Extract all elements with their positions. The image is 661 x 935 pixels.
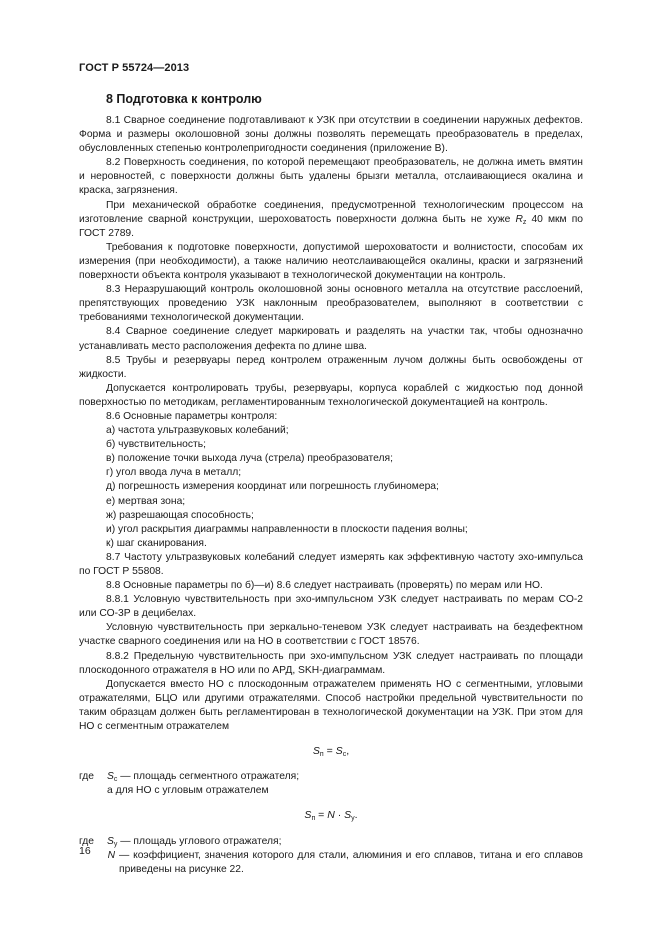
formula-subscript: п [311,815,316,823]
paragraph-8-5: 8.5 Трубы и резервуары перед контролем отраженным лучом должны быть освобождены от жидкости. [79,354,583,380]
document-body [79,114,583,877]
formula-subscript: с [342,751,347,759]
section-title: 8 Подготовка к контролю [106,92,262,106]
list-item: к) шаг сканирования. [106,537,207,549]
paragraph-8-8: 8.8 Основные параметры по б)—и) 8.6 следует настраивать (проверять) по мерам или НО. [106,580,543,592]
where-definition-n [79,849,583,877]
where-symbol: S [107,771,114,783]
where-text: — коэффициент, значения которого для стали, алюминия и его сплавов, титана и его сплавов приведены на рисунке 22. [119,849,583,875]
formula-segment [79,744,583,758]
where-word: где [79,835,95,847]
paragraph-8-3: 8.3 Неразрушающий контроль околошовной зоны основного металла на отсутствие расслоений, препятствующих проведению УЗК наклонным преобразователем, выполняют в соответствии с требованиями технологической документации. [79,284,583,324]
where-definition [107,835,583,849]
list-item: г) угол ввода луча в металл; [106,467,242,479]
formula-symbol: S [344,809,352,822]
list-item: д) погрешность измерения координат или погрешность глубиномера; [106,481,439,493]
list-item: е) мертвая зона; [106,495,186,507]
formula-punct: . [354,809,358,822]
where-symbol: S [107,835,114,847]
formula-operator: · [334,809,345,822]
formula-symbol: S [312,745,320,758]
page-number: 16 [79,845,91,857]
paragraph-surface-requirements: Требования к подготовке поверхности, допустимой шероховатости и волнистости, способам их измерения (при необходимости), а также наличию неотслаивающейся окалины, краски и загрязнений поверхности объекта контроля указывают в технологической документации на контроль. [79,241,583,282]
where-word: где [79,771,95,783]
list-item: ж) разрешающая способность; [106,509,254,521]
list-item: и) угол раскрытия диаграммы направленности в плоскости падения волны; [106,523,468,535]
paragraph-8-6: 8.6 Основные параметры контроля: [106,410,278,422]
where-text: — площадь сегментного отражателя; [117,771,300,783]
paragraph-8-8-1: 8.8.1 Условную чувствительность при эхо-импульсном УЗК следует настраивать по мерам СО-2 или СО-3Р в децибелах. [79,594,583,620]
paragraph-8-8-2: 8.8.2 Предельную чувствительность при эхо-импульсном УЗК следует настраивать по площади плоскодонного отражателя в НО или по АРД, SKH-диаграммам. [79,650,583,676]
roughness-text-a: При механической обработке соединения, предусмотренной технологическим процессом на изготовление сварной конструкции, шероховатость поверхности должна быть не хуже [79,199,583,225]
formula-punct: , [346,745,350,758]
where-subscript: с [113,776,118,784]
list-item: а) частота ультразвуковых колебаний; [106,425,289,437]
paragraph-8-2: 8.2 Поверхность соединения, по которой перемещают преобразователь, не должна иметь вмятин и неровностей, с поверхности должны быть удалены брызги металла, отслаивающиеся окалина и краска, загрязнения. [79,157,583,197]
roughness-text-b: 40 мкм по ГОСТ 2789. [79,213,583,239]
paragraph-alt-reflectors: Допускается вместо НО с плоскодонным отражателем применять НО с сегментными, угловыми отражателями, БЦО или другими отражателями. Способ настройки предельной чувствительности по таким образцам должен быть регламентирован в технологической документации на УЗК. При этом для НО с сегментным отражателем [79,678,583,733]
formula-subscript: п [319,751,324,759]
roughness-symbol: R [515,213,523,225]
where-subscript: у [113,840,118,848]
formula-symbol: S [304,809,312,822]
formula-subscript: у [351,815,355,823]
list-item: в) положение точки выхода луча (стрела) преобразователя; [106,453,393,465]
paragraph-8-7: 8.7 Частоту ультразвуковых колебаний следует измерять как эффективную частоту эхо-импульса по ГОСТ Р 55808. [79,551,583,577]
formula-operator: = [315,809,328,822]
where-definition [107,770,583,784]
formula-symbol: S [335,745,343,758]
paragraph-liquid-control: Допускается контролировать трубы, резервуары, корпуса кораблей с жидкостью под донной поверхностью по методикам, регламентированным технологической документацией на контроль. [79,382,583,408]
list-item: б) чувствительность; [106,439,207,451]
where-continuation: а для НО с угловым отражателем [107,785,269,797]
formula-operator: = [323,745,336,758]
where-text: — площадь углового отражателя; [117,835,282,847]
formula-angular [79,808,583,822]
formula-symbol: N [327,809,335,822]
paragraph-8-1: 8.1 Сварное соединение подготавливают к УЗК при отсутствии в соединении наружных дефектов. Форма и размеры околошовной зоны должны позволять перемещать преобразователь в пределах, обусловленных степенью контролепригодности соединения (приложение В). [79,115,583,155]
roughness-subscript: z [522,218,527,226]
document-header-id: ГОСТ Р 55724—2013 [79,62,190,74]
where-block-2 [79,835,583,849]
where-block-1 [79,770,583,798]
where-symbol: N [107,849,115,861]
paragraph-roughness [79,199,583,241]
paragraph-8-4: 8.4 Сварное соединение следует маркировать и разделять на участки так, чтобы однозначно устанавливать место расположения дефекта по длине шва. [79,326,583,352]
paragraph-mirror-shadow: Условную чувствительность при зеркально-теневом УЗК следует настраивать на бездефектном участке сварного соединения или на НО в соответствии с ГОСТ 18576. [79,622,583,648]
